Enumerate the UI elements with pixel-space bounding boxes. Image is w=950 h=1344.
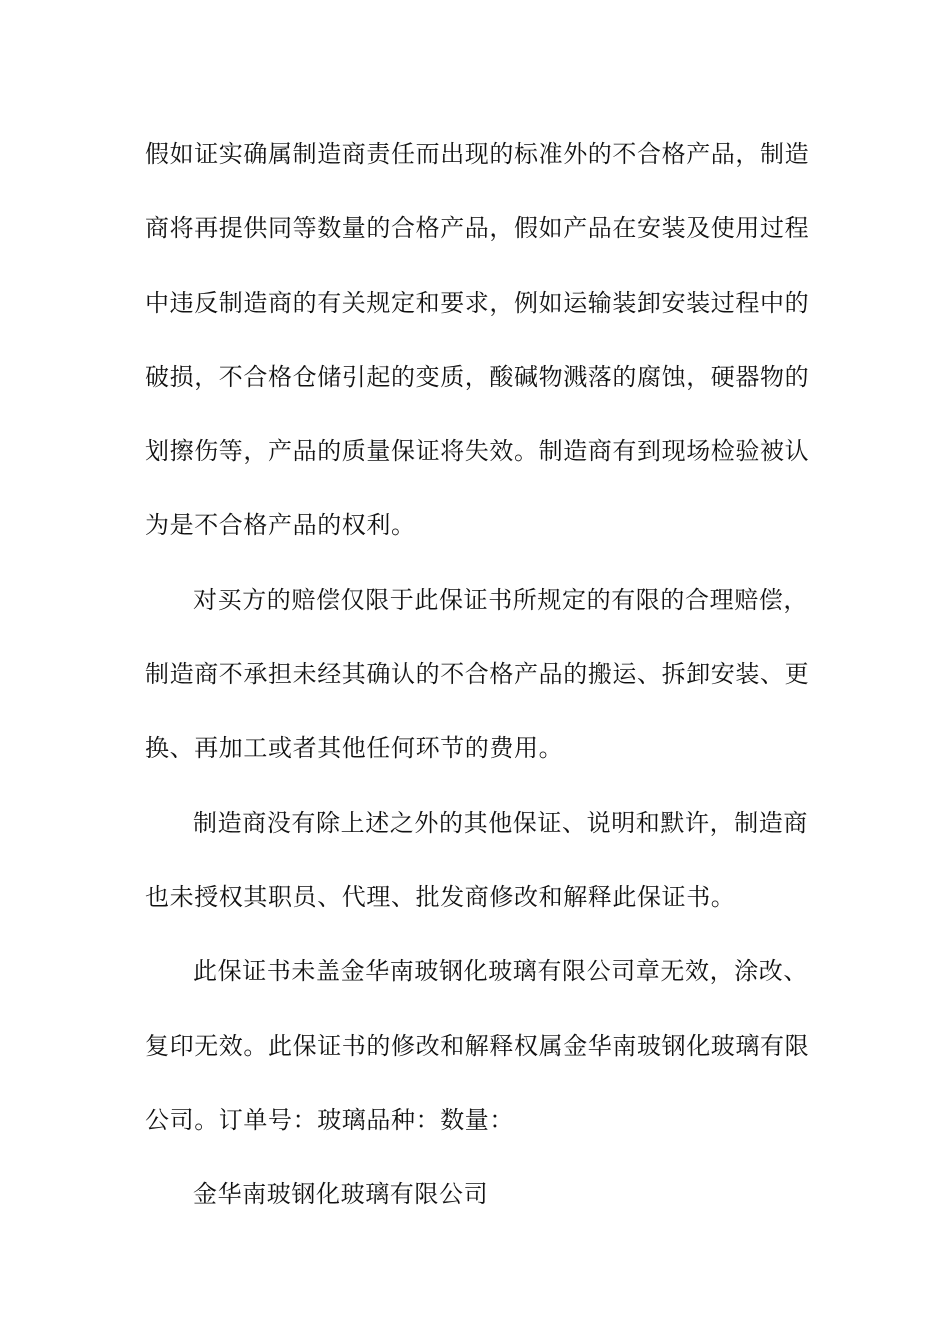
paragraph-line: 假如证实确属制造商责任而出现的标准外的不合格产品，制造: [145, 140, 810, 168]
paragraph-line: 破损，不合格仓储引起的变质，酸碱物溅落的腐蚀，硬器物的: [145, 362, 810, 391]
paragraph-line: 换、再加工或者其他任何环节的费用。: [145, 734, 564, 763]
company-signature: 金华南玻钢化玻璃有限公司: [193, 1180, 489, 1209]
paragraph-line: 制造商没有除上述之外的其他保证、说明和默许，制造商: [193, 808, 808, 837]
paragraph-line: 此保证书未盖金华南玻钢化玻璃有限公司章无效，涂改、: [193, 957, 808, 986]
document-body: [145, 128, 810, 1242]
paragraph-line: 公司。订单号：玻璃品种：数量：: [145, 1105, 514, 1134]
paragraph-line: 复印无效。此保证书的修改和解释权属金华南玻钢化玻璃有限: [145, 1031, 810, 1060]
paragraph-line: 中违反制造商的有关规定和要求，例如运输装卸安装过程中的: [145, 288, 810, 317]
paragraph-line: 对买方的赔偿仅限于此保证书所规定的有限的合理赔偿，: [193, 585, 808, 614]
paragraph-line: 也未授权其职员、代理、批发商修改和解释此保证书。: [145, 882, 736, 911]
paragraph-line: 制造商不承担未经其确认的不合格产品的搬运、拆卸安装、更: [145, 660, 810, 689]
paragraph-line: 商将再提供同等数量的合格产品，假如产品在安装及使用过程: [145, 214, 810, 243]
paragraph-line: 为是不合格产品的权利。: [145, 511, 416, 540]
paragraph-line: 划擦伤等，产品的质量保证将失效。制造商有到现场检验被认: [145, 437, 810, 466]
